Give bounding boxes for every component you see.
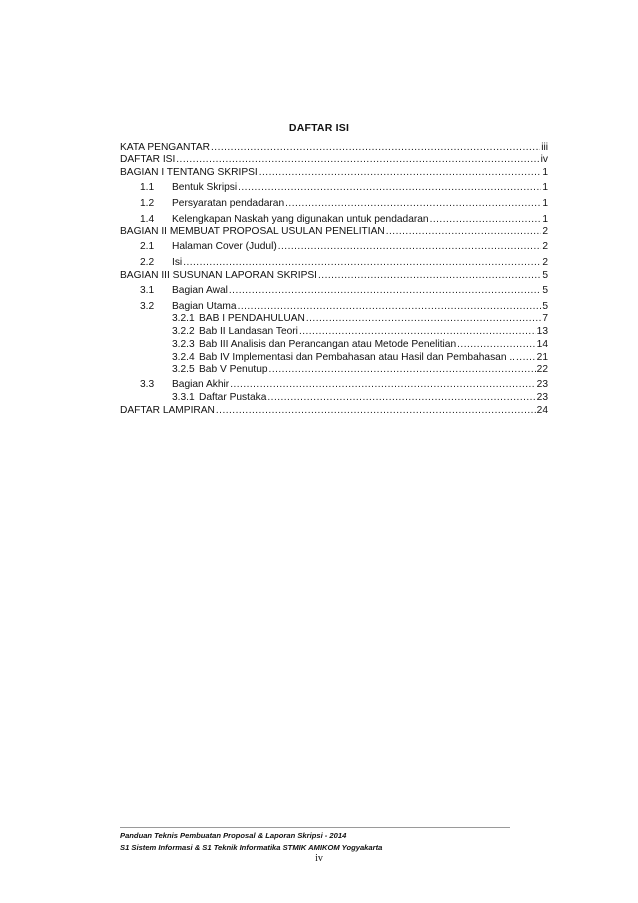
toc-leader-dots xyxy=(183,257,541,269)
toc-entry-label: Bagian Awal xyxy=(172,285,228,296)
toc-leader-dots xyxy=(516,352,536,364)
toc-leader-dots xyxy=(211,142,540,154)
toc-entry-number: 3.2 xyxy=(140,301,155,312)
toc-leader-dots xyxy=(267,392,535,404)
toc-entry[interactable] xyxy=(120,405,548,417)
toc-entry-page: 7 xyxy=(542,313,548,324)
toc-entry-number: 3.1 xyxy=(140,285,155,296)
toc-entry[interactable] xyxy=(120,379,548,391)
toc-entry[interactable] xyxy=(120,326,548,338)
toc-entry-label: Isi xyxy=(172,257,183,268)
toc-entry-page: 1 xyxy=(542,182,548,193)
toc-leader-dots xyxy=(299,326,536,338)
toc-leader-dots xyxy=(306,313,541,325)
toc-entry[interactable] xyxy=(120,241,548,253)
toc-entry-number: 3.2.4 xyxy=(172,352,195,363)
toc-leader-dots xyxy=(285,198,541,210)
toc-entry-label: BAGIAN II MEMBUAT PROPOSAL USULAN PENELITIAN xyxy=(120,226,385,237)
footer-line-2: S1 Sistem Informasi & S1 Teknik Informatika STMIK AMIKOM Yogyakarta xyxy=(120,843,383,852)
toc-entry-number: 1.1 xyxy=(140,182,155,193)
toc-leader-dots xyxy=(176,154,539,166)
toc-entry-label: Bentuk Skripsi xyxy=(172,182,238,193)
toc-entry[interactable] xyxy=(120,339,548,351)
toc-entry-page: iv xyxy=(540,154,548,165)
toc-leader-dots xyxy=(230,379,535,391)
toc-entry-number: 3.2.1 xyxy=(172,313,195,324)
footer-line-1: Panduan Teknis Pembuatan Proposal & Laporan Skripsi - 2014 xyxy=(120,831,347,840)
toc-entry-label: DAFTAR LAMPIRAN xyxy=(120,405,215,416)
toc-leader-dots xyxy=(259,167,542,179)
toc-entry-page: 5 xyxy=(542,301,548,312)
toc-entry[interactable] xyxy=(120,301,548,313)
toc-entry-label: Bagian Utama xyxy=(172,301,237,312)
toc-entry-page: 1 xyxy=(542,167,548,178)
toc-entry-label: BAB I PENDAHULUAN xyxy=(199,313,305,324)
page-number: iv xyxy=(315,853,323,864)
toc-entry-number: 3.3.1 xyxy=(172,392,195,403)
toc-entry-label: Halaman Cover (Judul) xyxy=(172,241,277,252)
toc-entry[interactable] xyxy=(120,352,548,364)
toc-entry-page: 22 xyxy=(536,364,548,375)
toc-entry-label: DAFTAR ISI xyxy=(120,154,176,165)
toc-leader-dots xyxy=(386,226,542,238)
toc-entry[interactable] xyxy=(120,392,548,404)
toc-entry-page: 2 xyxy=(542,257,548,268)
toc-entry-page: 21 xyxy=(536,352,548,363)
toc-entry-number: 3.2.2 xyxy=(172,326,195,337)
toc-entry-label: Bab IV Implementasi dan Pembahasan atau Hasil dan Pembahasan .. xyxy=(199,352,516,363)
toc-entry-page: 5 xyxy=(542,285,548,296)
toc-entry[interactable] xyxy=(120,154,548,166)
toc-entry[interactable] xyxy=(120,214,548,226)
toc-leader-dots xyxy=(216,405,536,417)
toc-leader-dots xyxy=(457,339,536,351)
toc-entry-label: Daftar Pustaka xyxy=(199,392,267,403)
toc-entry-number: 3.2.5 xyxy=(172,364,195,375)
toc-entry-page: 14 xyxy=(536,339,548,350)
toc-entry[interactable] xyxy=(120,167,548,179)
toc-entry[interactable] xyxy=(120,226,548,238)
toc-leader-dots xyxy=(430,214,542,226)
toc-entry-label: Bagian Akhir xyxy=(172,379,230,390)
toc-entry-page: 23 xyxy=(536,392,548,403)
toc-entry-page: iii xyxy=(541,142,548,153)
toc-entry-page: 2 xyxy=(542,241,548,252)
toc-entry-number: 2.2 xyxy=(140,257,155,268)
toc-entry[interactable] xyxy=(120,182,548,194)
toc-leader-dots xyxy=(318,270,541,282)
toc-entry-number: 1.4 xyxy=(140,214,155,225)
toc-leader-dots xyxy=(269,364,536,376)
toc-entry-page: 23 xyxy=(536,379,548,390)
toc-entry-page: 1 xyxy=(542,214,548,225)
toc-entry-page: 1 xyxy=(542,198,548,209)
toc-entry-page: 2 xyxy=(542,226,548,237)
toc-entry-page: 13 xyxy=(536,326,548,337)
toc-leader-dots xyxy=(238,182,541,194)
toc-entry[interactable] xyxy=(120,257,548,269)
toc-entry-label: BAGIAN I TENTANG SKRIPSI xyxy=(120,167,258,178)
toc-entry-number: 3.3 xyxy=(140,379,155,390)
toc-entry-label: KATA PENGANTAR xyxy=(120,142,211,153)
toc-entry-label: Kelengkapan Naskah yang digunakan untuk pendadaran xyxy=(172,214,429,225)
toc-leader-dots xyxy=(278,241,542,253)
toc-entry-label: Bab III Analisis dan Perancangan atau Metode Penelitian xyxy=(199,339,457,350)
toc-entry[interactable] xyxy=(120,285,548,297)
toc-entry-label: Bab II Landasan Teori xyxy=(199,326,298,337)
toc-entry-label: Persyaratan pendadaran xyxy=(172,198,285,209)
toc-leader-dots xyxy=(238,301,542,313)
footer-divider xyxy=(120,827,510,828)
toc-entry-number: 2.1 xyxy=(140,241,155,252)
toc-title: DAFTAR ISI xyxy=(288,122,350,134)
toc-entry-page: 5 xyxy=(542,270,548,281)
toc-leader-dots xyxy=(229,285,541,297)
toc-entry-label: BAGIAN III SUSUNAN LAPORAN SKRIPSI xyxy=(120,270,318,281)
toc-entry[interactable] xyxy=(120,198,548,210)
toc-entry[interactable] xyxy=(120,142,548,154)
toc-entry[interactable] xyxy=(120,313,548,325)
toc-entry[interactable] xyxy=(120,364,548,376)
toc-entry-page: 24 xyxy=(536,405,548,416)
toc-entry-label: Bab V Penutup xyxy=(199,364,268,375)
toc-entry-number: 3.2.3 xyxy=(172,339,195,350)
toc-entry-number: 1.2 xyxy=(140,198,155,209)
toc-entry[interactable] xyxy=(120,270,548,282)
